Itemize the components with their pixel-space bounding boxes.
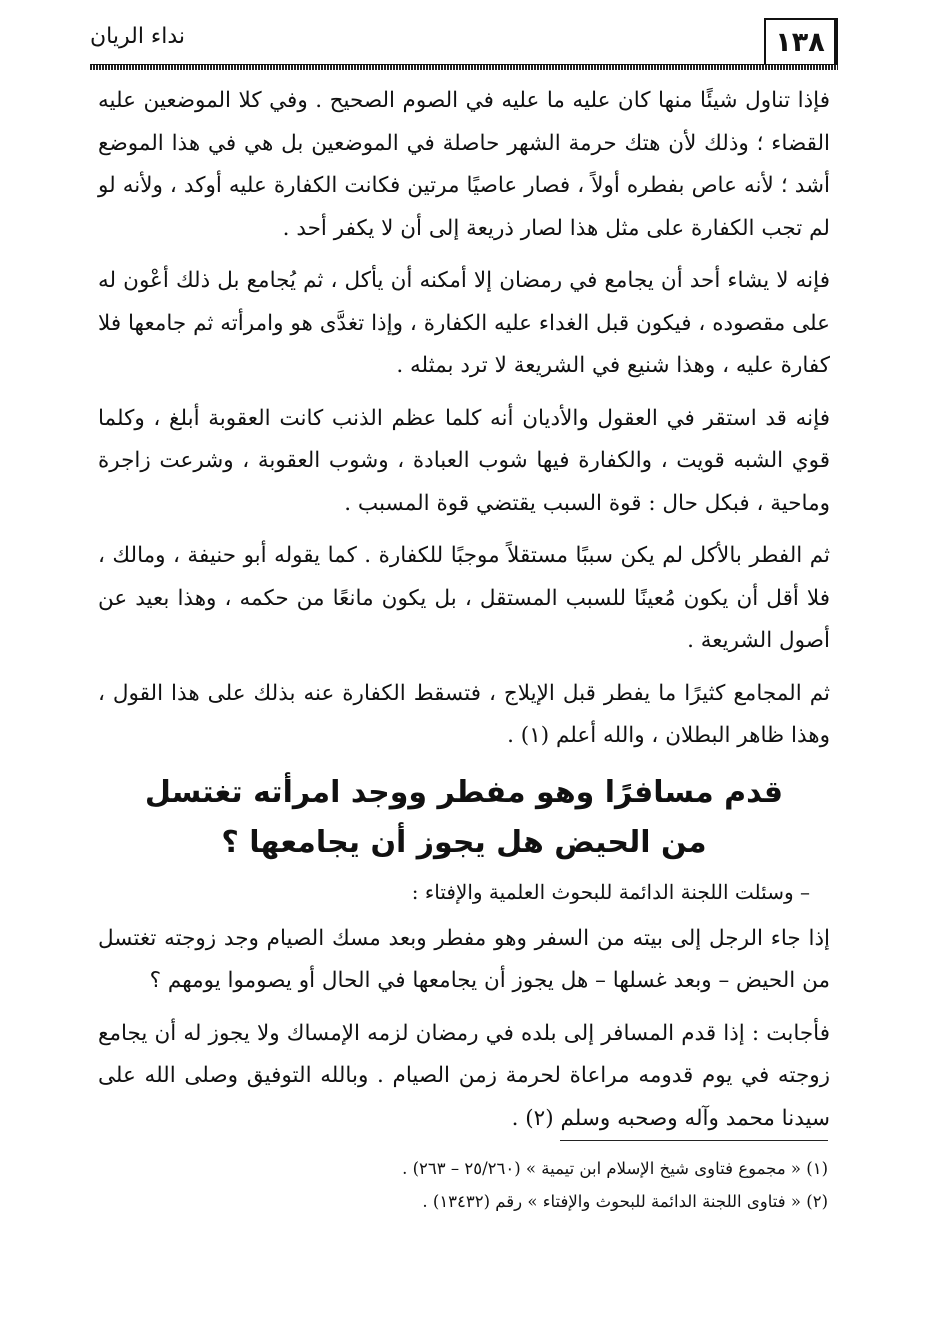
section-heading-line-1: قدم مسافرًا وهو مفطر ووجد امرأته تغتسل <box>144 774 784 810</box>
page-content <box>98 80 830 1150</box>
paragraph-2: فإنه لا يشاء أحد أن يجامع في رمضان إلا أمكنه أن يأكل ، ثم يُجامع بل ذلك أعْون له على مقصوده ، فيكون قبل الغداء عليه الكفارة ، وإذا تغدَّى هو وامرأته ثم جامعها فلا كفارة عليه ، وهذا شنيع في الشريعة لا ترد بمثله . <box>98 268 830 378</box>
footnote-divider <box>560 1140 828 1141</box>
page-header <box>90 18 838 70</box>
answer-text: فأجابت : إذا قدم المسافر إلى بلده في رمضان لزمه الإمساك ولا يجوز له أن يجامع زوجته في يوم قدومه مراعاة لحرمة زمن الصيام . وبالله التوفيق وصلى الله على سيدنا محمد وآله وصحبه وسلم (٢) . <box>98 1020 830 1131</box>
paragraph-4: ثم الفطر بالأكل لم يكن سببًا مستقلاً موجبًا للكفارة . كما يقوله أبو حنيفة ، ومالك ، فلا أقل أن يكون مُعينًا للسبب المستقل ، بل يكون مانعًا من حكمه ، وهذا بعيد عن أصول الشريعة . <box>98 543 830 653</box>
section-heading <box>98 768 830 868</box>
paragraph-5: ثم المجامع كثيرًا ما يفطر قبل الإيلاج ، فتسقط الكفارة عنه بذلك على هذا القول ، وهذا ظاهر البطلان ، والله أعلم (١) . <box>98 680 830 748</box>
section-heading-line-2: من الحيض هل يجوز أن يجامعها ؟ <box>221 824 707 860</box>
footnotes <box>300 1152 828 1218</box>
question-text: إذا جاء الرجل إلى بيته من السفر وهو مفطر وبعد مسك الصيام وجد زوجته تغتسل من الحيض – وبعد غسلها – هل يجوز أن يجامعها في الحال أو يصوموا يومهم ؟ <box>98 925 830 993</box>
question-intro: – وسئلت اللجنة الدائمة للبحوث العلمية والإفتاء : <box>411 879 810 904</box>
header-rule <box>90 64 838 70</box>
footnote-2: (٢) « فتاوى اللجنة الدائمة للبحوث والإفتاء » رقم (١٣٤٣٢) . <box>422 1192 828 1211</box>
footnote-1: (١) « مجموع فتاوى شيخ الإسلام ابن تيمية » (٢٥/٢٦٠ – ٢٦٣) . <box>402 1159 828 1178</box>
book-title: نداء الريان <box>90 24 186 49</box>
page-number: ١٣٨ <box>764 18 838 64</box>
paragraph-1: فإذا تناول شيئًا منها كان عليه ما عليه في الصوم الصحيح . وفي كلا الموضعين عليه القضاء ؛ وذلك لأن هتك حرمة الشهر حاصلة في الموضعين بل هي في هذا الموضع أشد ؛ لأنه عاص بفطره أولاً ، فصار عاصيًا مرتين فكانت الكفارة عليه أوكد ، ولأنه لو لم تجب الكفارة على مثل هذا لصار ذريعة إلى أن لا يكفر أحد . <box>98 88 830 241</box>
paragraph-3: فإنه قد استقر في العقول والأديان أنه كلما عظم الذنب كانت العقوبة أبلغ ، وكلما قوي الشبه قويت ، والكفارة فيها شوب العبادة ، وشوب العقوبة ، وشرعت زاجرة وماحية ، فبكل حال : قوة السبب يقتضي قوة المسبب . <box>98 405 830 516</box>
